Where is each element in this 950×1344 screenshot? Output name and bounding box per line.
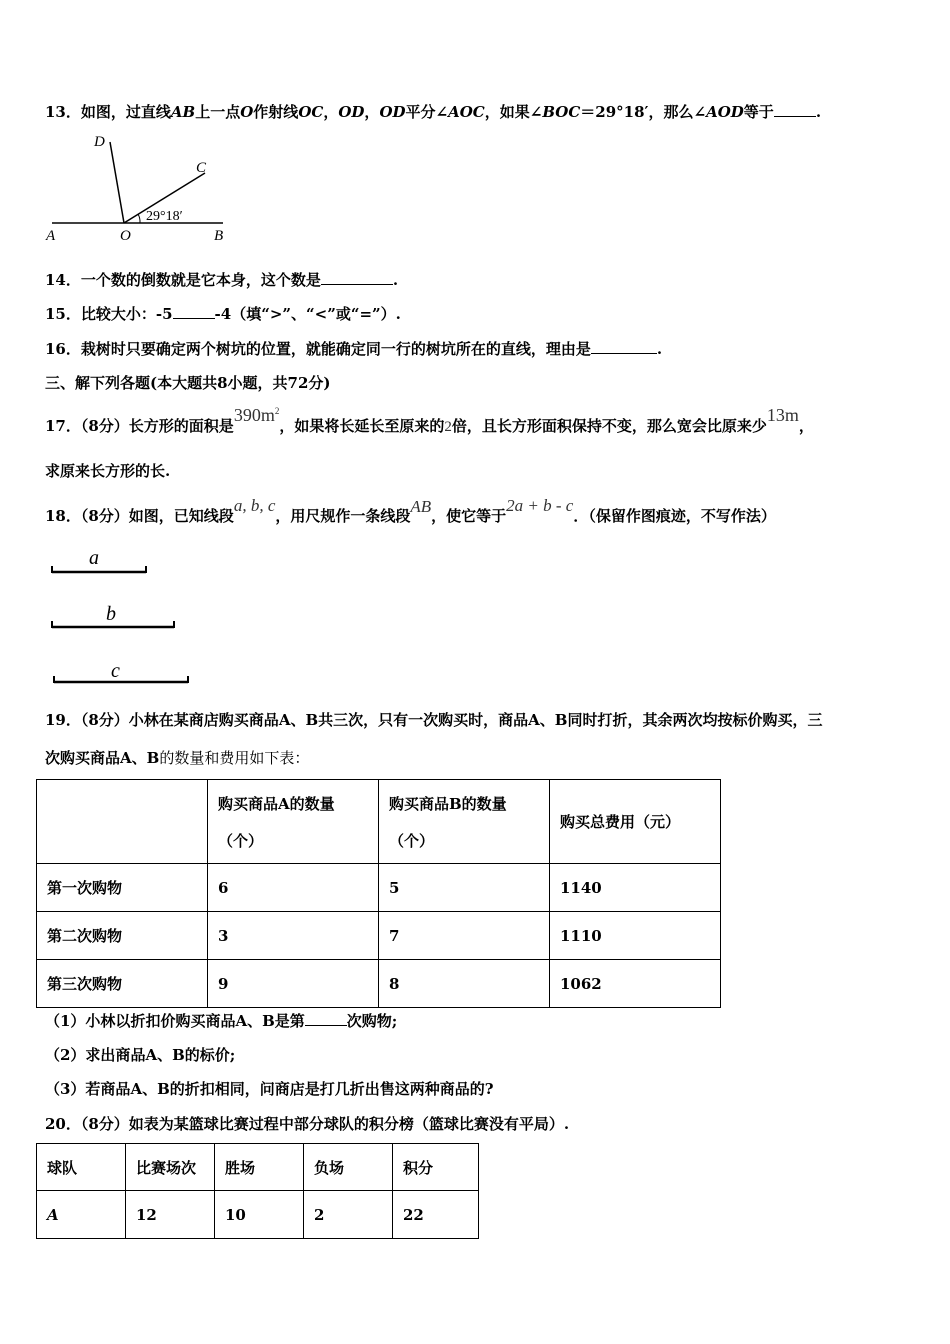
q19-part3: （3）若商品A、B的折扣相同，问商店是打几折出售这两种商品的? [45,1080,494,1098]
q18-text: 18．（8分）如图，已知线段a, b, c，用尺规作一条线段AB，使它等于2a + b - c．（保留作图痕迹，不写作法） [45,496,776,525]
table-header-cell: 胜场 [215,1144,304,1191]
q15-text: 15．比较大小：-5 -4（填“>”、“<”或“=”）. [45,305,401,323]
table-header-cell: 购买总费用（元） [550,780,721,864]
table-row: A 12 10 2 22 [37,1191,479,1239]
q13-text: 13．如图，过直线AB上一点O作射线OC，OD，OD平分∠AOC，如果∠BOC＝29°18′，那么∠AOD等于 . [45,103,822,121]
q13-answer-blank[interactable] [774,102,816,117]
segment-a [52,566,146,573]
q16-answer-blank[interactable] [591,339,657,354]
q14-answer-blank[interactable] [321,270,393,285]
angle-arc [138,214,140,223]
table-row: 第一次购物 6 5 1140 [37,864,721,912]
q17-text: 17．（8分）长方形的面积是$390m^2$，如果将长延长至原来的2倍，且长方形面积保持不变，那么宽会比原来少13m， [45,405,814,435]
table-header-cell: 比赛场次 [126,1144,215,1191]
segment-label-b: b [106,603,116,625]
purchase-table [36,779,721,1008]
segment-label-a: a [89,547,99,569]
table-row: 第二次购物 3 7 1110 [37,912,721,960]
q15-answer-blank[interactable] [173,304,215,319]
q17-length: 13m [766,405,799,425]
table-header-cell: 购买商品B的数量 （个） [379,780,550,864]
table-header-cell: 购买商品A的数量 （个） [208,780,379,864]
q19-text-line1: 19．（8分）小林在某商店购买商品A、B共三次，只有一次购买时，商品A、B同时打折，其余两次均按标价购买，三 [45,711,823,729]
segment-label-c: c [111,660,120,682]
table-row: 第三次购物 9 8 1062 [37,960,721,1008]
q17-text-line2: 求原来长方形的长. [45,462,171,480]
label-d: D [94,134,105,150]
q19-part2: （2）求出商品A、B的标价; [45,1046,236,1064]
q16-text: 16．栽树时只要确定两个树坑的位置，就能确定同一行的树坑所在的直线，理由是 . [45,340,663,358]
q20-text: 20．（8分）如表为某篮球比赛过程中部分球队的积分榜（篮球比赛没有平局）. [45,1115,570,1133]
label-c: C [196,160,207,176]
section-heading: 三、解下列各题(本大题共8小题，共72分) [45,374,331,392]
label-a: A [46,228,56,244]
q19-text-line2: 次购买商品A、B的数量和费用如下表： [45,749,310,767]
q19-part1: （1）小林以折扣价购买商品A、B是第 次购物; [45,1012,398,1030]
label-o: O [120,228,131,244]
segment-figures [45,545,205,690]
segment-c [54,676,188,683]
table-header-cell: 积分 [393,1144,479,1191]
standings-table [36,1143,479,1239]
table-header-cell [37,780,208,864]
q17-area: $390m^2$ [233,405,280,425]
ray-od [110,142,124,223]
q19-answer-blank[interactable] [305,1011,347,1026]
label-angle: 29°18′ [146,209,183,224]
q14-text: 14．一个数的倒数就是它本身，这个数是 . [45,271,399,289]
table-header-cell: 球队 [37,1144,126,1191]
label-b: B [214,228,224,244]
table-header-cell: 负场 [304,1144,393,1191]
angle-figure [40,128,240,248]
